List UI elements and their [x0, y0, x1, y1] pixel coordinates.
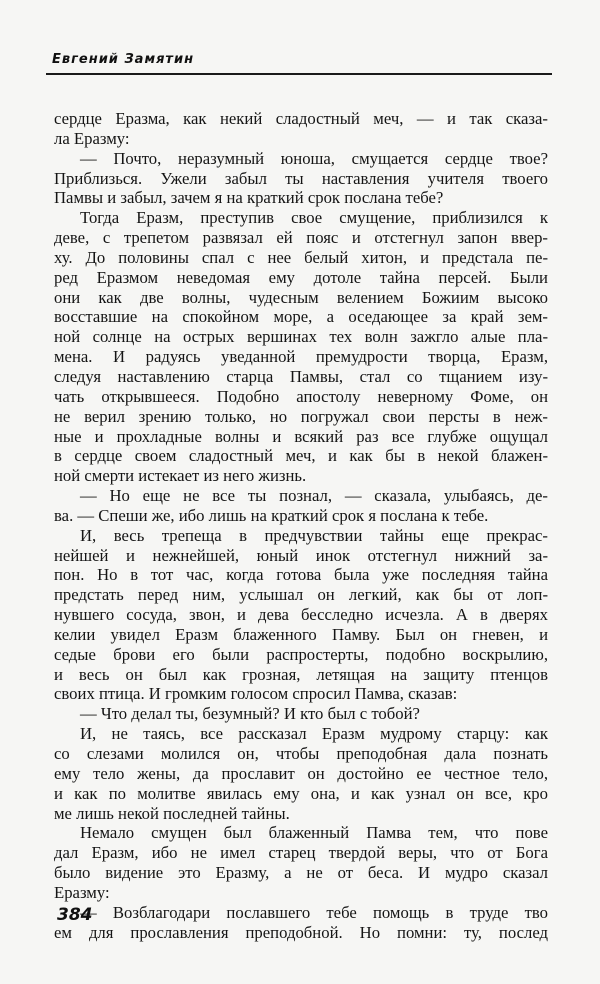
text-line: пон. Но в тот час, когда готова была уже последняя тайна	[54, 565, 548, 585]
text-line: ред Еразмом неведомая ему дотоле тайна персей. Были	[54, 267, 548, 287]
text-line: нейшей и нежнейшей, юный инок отстегнул нижний за-	[54, 545, 548, 565]
text-line: Тогда Еразм, преступив свое смущение, приблизился к	[80, 208, 548, 228]
text-line: деве, с трепетом развязал ей пояс и отстегнул запон ввер-	[54, 228, 548, 248]
text-line: со слезами молился он, чтобы преподобная дала познать	[54, 744, 548, 763]
text-line: И, весь трепеща в предчувствии тайны еще прекрас-	[80, 525, 548, 545]
text-line: мена. И радуясь уведанной премудрости творца, Еразм,	[54, 347, 548, 367]
text-line: Еразму:	[54, 882, 110, 902]
text-line: не верил зрению только, но погружал свои персты в неж-	[54, 406, 548, 426]
text-line: дал Еразм, ибо не имел старец твердой веры, что от Бога	[54, 843, 548, 863]
text-line: ные и прохладные волны и всякий раз все глубже ощущал	[54, 426, 548, 446]
text-line: ме лишь некой последней тайны.	[54, 803, 290, 823]
header-divider	[46, 73, 552, 75]
text-line: и как по молитве явилась ему она, и как узнал он все, кро	[54, 783, 548, 803]
running-header-author: Евгений Замятин	[52, 52, 195, 67]
text-line: было видение это Еразму, а не от беса. И мудро сказал	[54, 863, 548, 883]
text-line: чать открывшееся. Подобно апостолу неверному Фоме, он	[54, 386, 548, 406]
text-line: седые брови его были распростерты, подобно воскрылию,	[54, 644, 548, 664]
text-line: — Что делал ты, безумный? И кто был с тобой?	[80, 704, 420, 724]
text-line: сердце Еразма, как некий сладостный меч, — и так сказа-	[54, 109, 548, 128]
text-line: — Почто, неразумный юноша, смущается сердце твое?	[80, 148, 548, 168]
text-line: ва. — Спеши же, ибо лишь на краткий срок я послана к тебе.	[54, 505, 489, 525]
text-line: ла Еразму:	[54, 128, 130, 148]
text-line: нувшего сосуда, звон, и дева бесследно исчезла. А в дверях	[54, 605, 548, 625]
text-line: восставшие на спокойном море, а оседающее за край зем-	[54, 307, 548, 327]
text-line: ху. До половины спал с нее белый хитон, и предстала пе-	[54, 247, 548, 267]
text-line: следуя наставлению старца Памвы, стал со тщанием изу-	[54, 366, 548, 386]
text-line: предстать перед ним, услышал он легкий, как бы от лоп-	[54, 585, 548, 605]
text-line: ной солнце на острых вершинах тех волн зажгло алые пла-	[54, 327, 548, 347]
page-number: 384	[57, 905, 93, 925]
text-line: — Но еще не все ты познал, — сказала, улыбаясь, де-	[80, 486, 548, 506]
text-line: ему тело жены, да прославит он достойно ее честное тело,	[54, 763, 548, 783]
text-line: Немало смущен был блаженный Памва тем, что пове	[80, 823, 548, 843]
text-line: ной смерти истекает из него жизнь.	[54, 466, 307, 486]
text-line: И, не таясь, все рассказал Еразм мудрому старцу: как	[80, 724, 548, 744]
text-line: и весь он был как грозная, летящая на защиту птенцов	[54, 664, 548, 684]
text-line: Приблизься. Ужели забыл ты наставления учителя твоего	[54, 168, 548, 188]
text-line: — Возблагодари пославшего тебе помощь в труде тво	[80, 902, 548, 922]
text-line: келии увидел Еразм блаженного Памву. Был он гневен, и	[54, 624, 548, 644]
text-line: они как две волны, чудесным велением Божиим высоко	[54, 287, 548, 307]
body-text	[54, 109, 548, 942]
text-line: ем для прославления преподобной. Но помни: ту, послед	[54, 922, 548, 942]
text-line: в сердце своем сладостный меч, и как бы в некой блажен-	[54, 446, 548, 466]
text-line: своих птица. И громким голосом спросил Памва, сказав:	[54, 684, 458, 704]
text-line: Памвы и забыл, зачем я на краткий срок послана тебе?	[54, 188, 444, 208]
